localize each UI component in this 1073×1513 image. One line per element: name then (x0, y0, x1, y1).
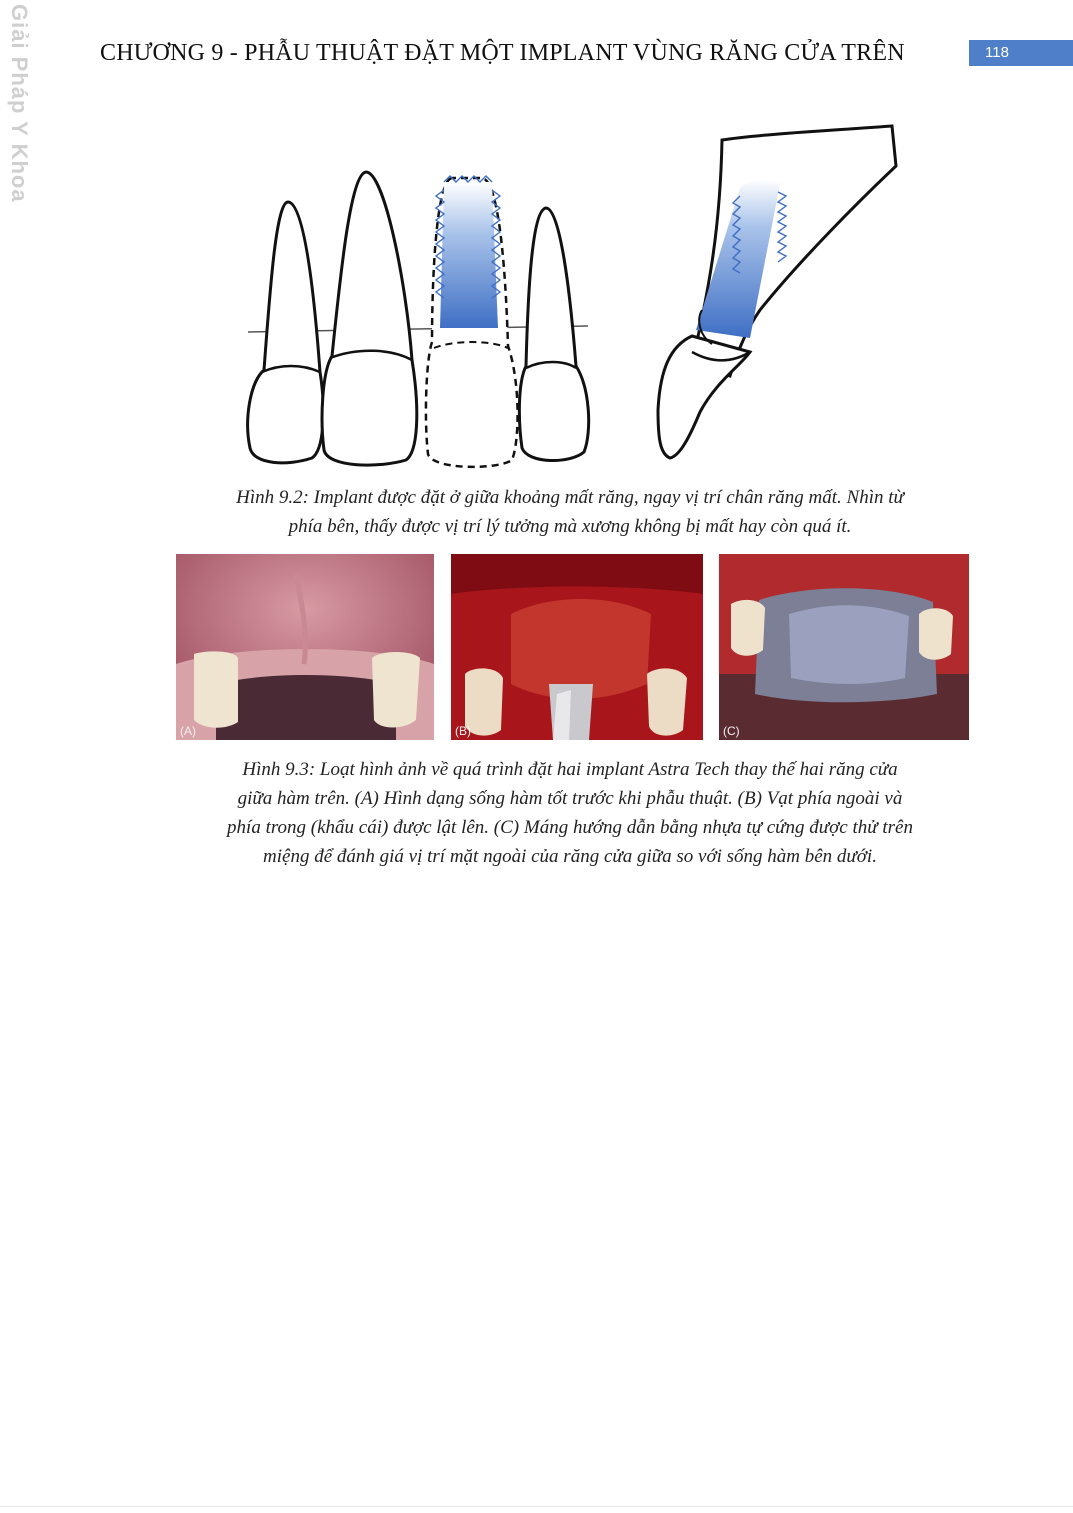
central-incisor-left (322, 172, 417, 465)
chapter-title: CHƯƠNG 9 - PHẪU THUẬT ĐẶT MỘT IMPLANT VÙNG RĂNG CỬA TRÊN (100, 40, 905, 66)
side-profile-crown (658, 336, 750, 458)
photo-c (719, 554, 969, 740)
caption-line: phía bên, thấy được vị trí lý tưởng mà xương không bị mất hay còn quá ít. (288, 516, 852, 537)
photo-b-image (451, 554, 703, 740)
caption-line: miệng để đánh giá vị trí mặt ngoài của răng cửa giữa so với sống hàm bên dưới. (263, 846, 877, 867)
caption-line: giữa hàm trên. (A) Hình dạng sống hàm tốt trước khi phẫu thuật. (B) Vạt phía ngoài và (237, 788, 903, 809)
page-bottom-divider (0, 1506, 1073, 1507)
figure-9-3-caption (160, 755, 980, 871)
photo-a-image (176, 554, 434, 740)
photo-a (176, 554, 434, 740)
caption-line: Hình 9.2: Implant được đặt ở giữa khoảng mất răng, ngay vị trí chân răng mất. Nhìn từ (236, 487, 904, 508)
caption-line: phía trong (khẩu cái) được lật lên. (C) Máng hướng dẫn bằng nhựa tự cứng được thử trên (227, 817, 913, 838)
photo-label: (C) (723, 724, 740, 738)
figure-9-2-drawing (240, 120, 900, 470)
photo-label: (B) (455, 724, 471, 738)
photo-label: (A) (180, 724, 196, 738)
figure-9-2-caption (170, 483, 970, 541)
photo-b (451, 554, 703, 740)
lateral-incisor-right (519, 208, 588, 461)
page-number: 118 (969, 40, 1073, 66)
teeth-implant-illustration (240, 120, 900, 470)
caption-line: Hình 9.3: Loạt hình ảnh về quá trình đặt hai implant Astra Tech thay thế hai răng cửa (242, 759, 898, 780)
watermark-text: Giải Pháp Y Khoa (7, 4, 32, 203)
photo-c-image (719, 554, 969, 740)
implant-fixture (440, 182, 498, 328)
